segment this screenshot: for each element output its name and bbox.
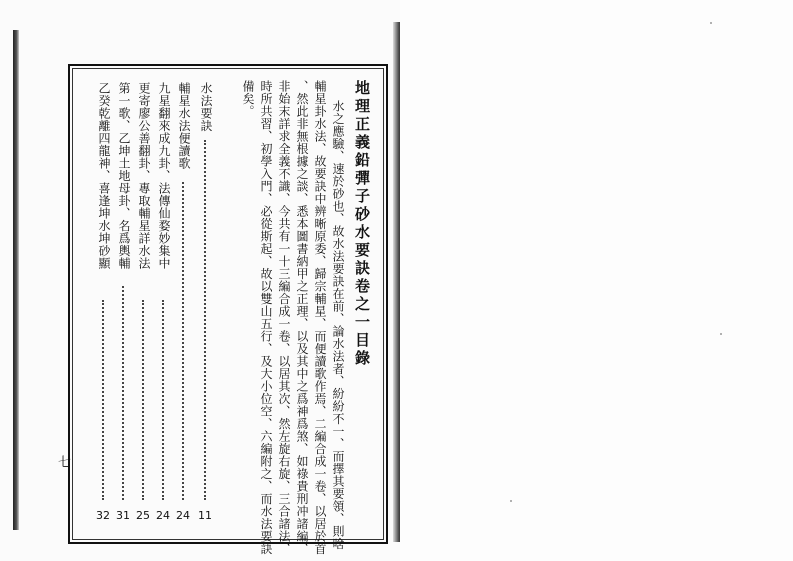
toc-page-number: 24 [176, 509, 190, 522]
preface-line-3: 、然此非無根據之談、悉本圖書納甲之正理、以及其中之爲神爲煞、如祿貴刑冲諸編、 [295, 80, 309, 555]
toc-leader [102, 300, 104, 500]
toc-page-number: 31 [116, 509, 130, 522]
preface-line-4: 非始末詳求全義不識、今共有一十三編合成一卷、以居其次、然左旋右旋、三合諸法、 [277, 80, 291, 555]
folio-number: 七 [55, 455, 70, 468]
toc-entry [176, 82, 190, 522]
toc-entry [96, 82, 110, 522]
preface-line-1: 水之應驗、速於砂也、故水法要訣在前、論水法者、紛紛不一、而擇其要領、則啥 [331, 100, 345, 550]
paper-speck [710, 22, 712, 24]
toc-leader [204, 140, 206, 500]
toc-leader [142, 300, 144, 500]
book-edge [13, 30, 19, 530]
book-title: 地理正義鉛彈子砂水要訣卷之一目錄 [353, 80, 371, 368]
right-page-blank [400, 0, 793, 561]
toc-entry [136, 82, 150, 522]
toc-leader [182, 182, 184, 500]
preface-line-2: 輔星卦水法、故要訣中辨晰原委、歸宗輔星、而便讀歌作焉、二編合成一卷、以居於首 [313, 80, 327, 555]
toc-leader [162, 300, 164, 500]
toc-leader [122, 286, 124, 500]
preface-line-6: 備矣。 [241, 80, 255, 118]
toc-label: 第一歌、乙坤土地母卦、名爲輿輔 [117, 82, 131, 270]
toc-label: 水法要訣 [199, 82, 213, 132]
toc-label: 乙癸乾離四龍神、喜逢坤水坤砂顯 [97, 82, 111, 270]
toc-label: 更寄廖公善翻卦、專取輔星詳水法 [137, 82, 151, 270]
toc-page-number: 32 [96, 509, 110, 522]
toc-page-number: 25 [136, 509, 150, 522]
toc-label: 輔星水法便讀歌 [177, 82, 191, 170]
paper-speck [720, 333, 722, 335]
toc-entry [116, 82, 130, 522]
toc-page-number: 24 [156, 509, 170, 522]
preface-line-5: 時所共習、初學入門、必從斯起、故以雙山五行、及大小位空、六編附之、而水法要訣 [259, 80, 273, 555]
toc-label: 九星翻來成九卦、法傳仙婺妙集中 [157, 82, 171, 270]
toc-entry [198, 82, 212, 522]
toc-page-number: 11 [198, 509, 212, 522]
paper-speck [510, 500, 512, 502]
toc-entry [156, 82, 170, 522]
